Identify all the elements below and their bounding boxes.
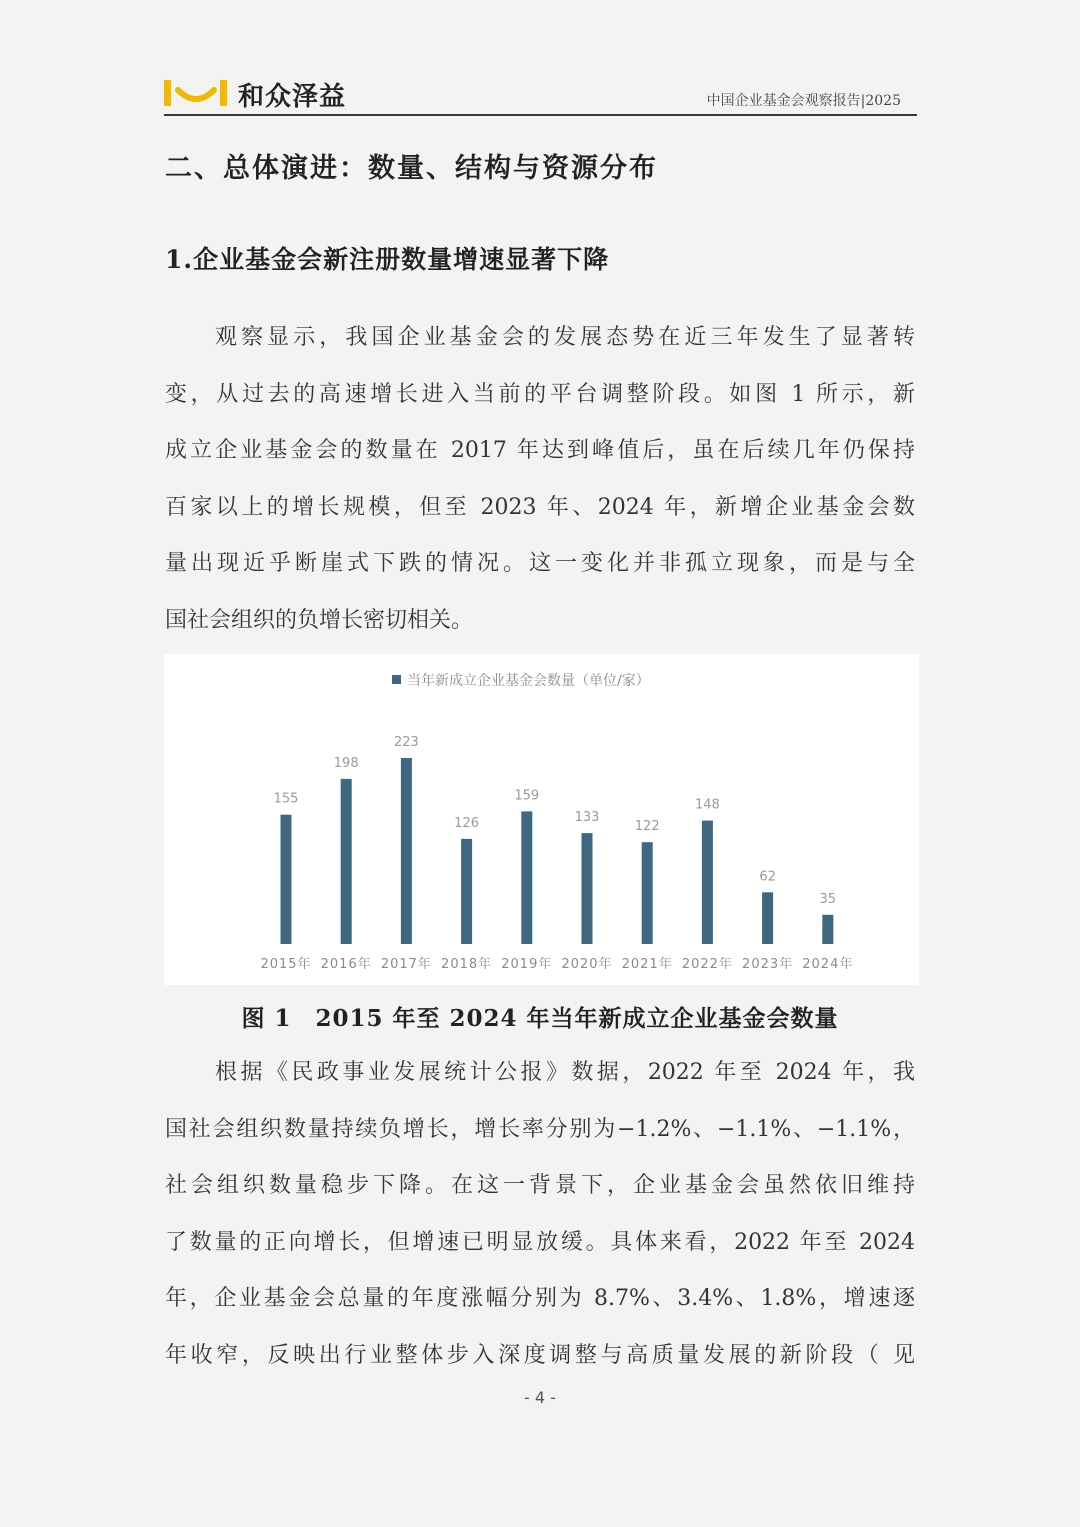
chart-bar — [702, 821, 713, 944]
chart-legend: 当年新成立企业基金会数量（单位/家） — [407, 673, 650, 689]
paragraph-line: 社会组织数量稳步下降。在这一背景下，企业基金会虽然依旧维持 — [165, 1173, 915, 1199]
chart-bar — [401, 758, 412, 944]
paragraph-line: 国社会组织数量持续负增长，增长率分别为−1.2%、−1.1%、−1.1%， — [165, 1116, 915, 1142]
chart-x-tick-label: 2016年 — [320, 957, 372, 972]
chart-x-tick-label: 2020年 — [561, 957, 613, 972]
chart-x-tick-label: 2022年 — [681, 957, 733, 972]
chart-data-label: 198 — [333, 755, 359, 771]
chart-x-tick-label: 2015年 — [260, 957, 312, 972]
paragraph-line: 国社会组织的负增长密切相关。 — [165, 607, 474, 633]
paragraph-line: 量出现近乎断崖式下跌的情况。这一变化并非孤立现象，而是与全 — [165, 551, 915, 577]
chart-data-label: 159 — [514, 788, 540, 804]
paragraph-line: 观察显示，我国企业基金会的发展态势在近三年发生了显著转 — [215, 325, 915, 350]
chart-data-label: 35 — [819, 891, 837, 907]
chart-x-tick-label: 2021年 — [621, 957, 673, 972]
report-title: 中国企业基金会观察报告|2025 — [706, 93, 901, 109]
chart-bar — [642, 842, 653, 944]
bar-chart — [164, 654, 919, 985]
chart-data-label: 62 — [759, 869, 776, 885]
paragraph-line: 了数量的正向增长，但增速已明显放缓。具体来看，2022 年至 2024 — [165, 1229, 915, 1255]
legend-swatch — [392, 675, 401, 684]
chart-x-tick-label: 2024年 — [802, 957, 854, 972]
figure-caption: 图 1 2015 年至 2024 年当年新成立企业基金会数量 — [241, 1005, 839, 1032]
paragraph-body — [165, 1045, 915, 1385]
chart-data-label: 155 — [273, 791, 299, 807]
paragraph-line: 成立企业基金会的数量在 2017 年达到峰值后，虽在后续几年仍保持 — [165, 438, 915, 464]
chart-bar — [822, 915, 833, 944]
paragraph-intro — [165, 310, 915, 650]
chart-x-tick-label: 2017年 — [380, 957, 432, 972]
chart-bar — [461, 839, 472, 944]
chart-data-label: 122 — [634, 819, 660, 835]
section-heading: 二、总体演进：数量、结构与资源分布 — [165, 153, 658, 184]
chart-data-label: 133 — [574, 810, 600, 826]
chart-data-label: 148 — [694, 797, 720, 813]
chart-data-label: 126 — [454, 815, 480, 831]
paragraph-line: 年，企业基金会总量的年度涨幅分别为 8.7%、3.4%、1.8%，增速逐 — [165, 1286, 915, 1312]
page-header — [164, 72, 917, 116]
chart-x-tick-label: 2023年 — [742, 957, 794, 972]
brand-logo-icon — [164, 78, 228, 108]
chart-bar — [582, 833, 593, 944]
brand-name: 和众泽益 — [238, 82, 347, 112]
chart-x-tick-label: 2018年 — [441, 957, 493, 972]
chart-x-tick-label: 2019年 — [501, 957, 553, 972]
chart-bar — [762, 892, 773, 944]
chart-canvas — [164, 654, 919, 985]
header-divider — [164, 114, 917, 116]
page-number: - 4 - — [524, 1388, 556, 1407]
paragraph-line: 根据《民政事业发展统计公报》数据，2022 年至 2024 年，我 — [215, 1060, 915, 1085]
paragraph-line: 年收窄，反映出行业整体步入深度调整与高质量发展的新阶段（ 见 — [165, 1342, 915, 1368]
chart-bar — [341, 779, 352, 944]
chart-bar — [521, 811, 532, 944]
sub-heading: 1.企业基金会新注册数量增速显著下降 — [165, 245, 610, 274]
paragraph-line: 变，从过去的高速增长进入当前的平台调整阶段。如图 1 所示，新 — [165, 381, 915, 407]
paragraph-line: 百家以上的增长规模，但至 2023 年、2024 年，新增企业基金会数 — [165, 494, 915, 520]
chart-data-label: 223 — [393, 735, 419, 750]
chart-bar — [281, 815, 292, 944]
